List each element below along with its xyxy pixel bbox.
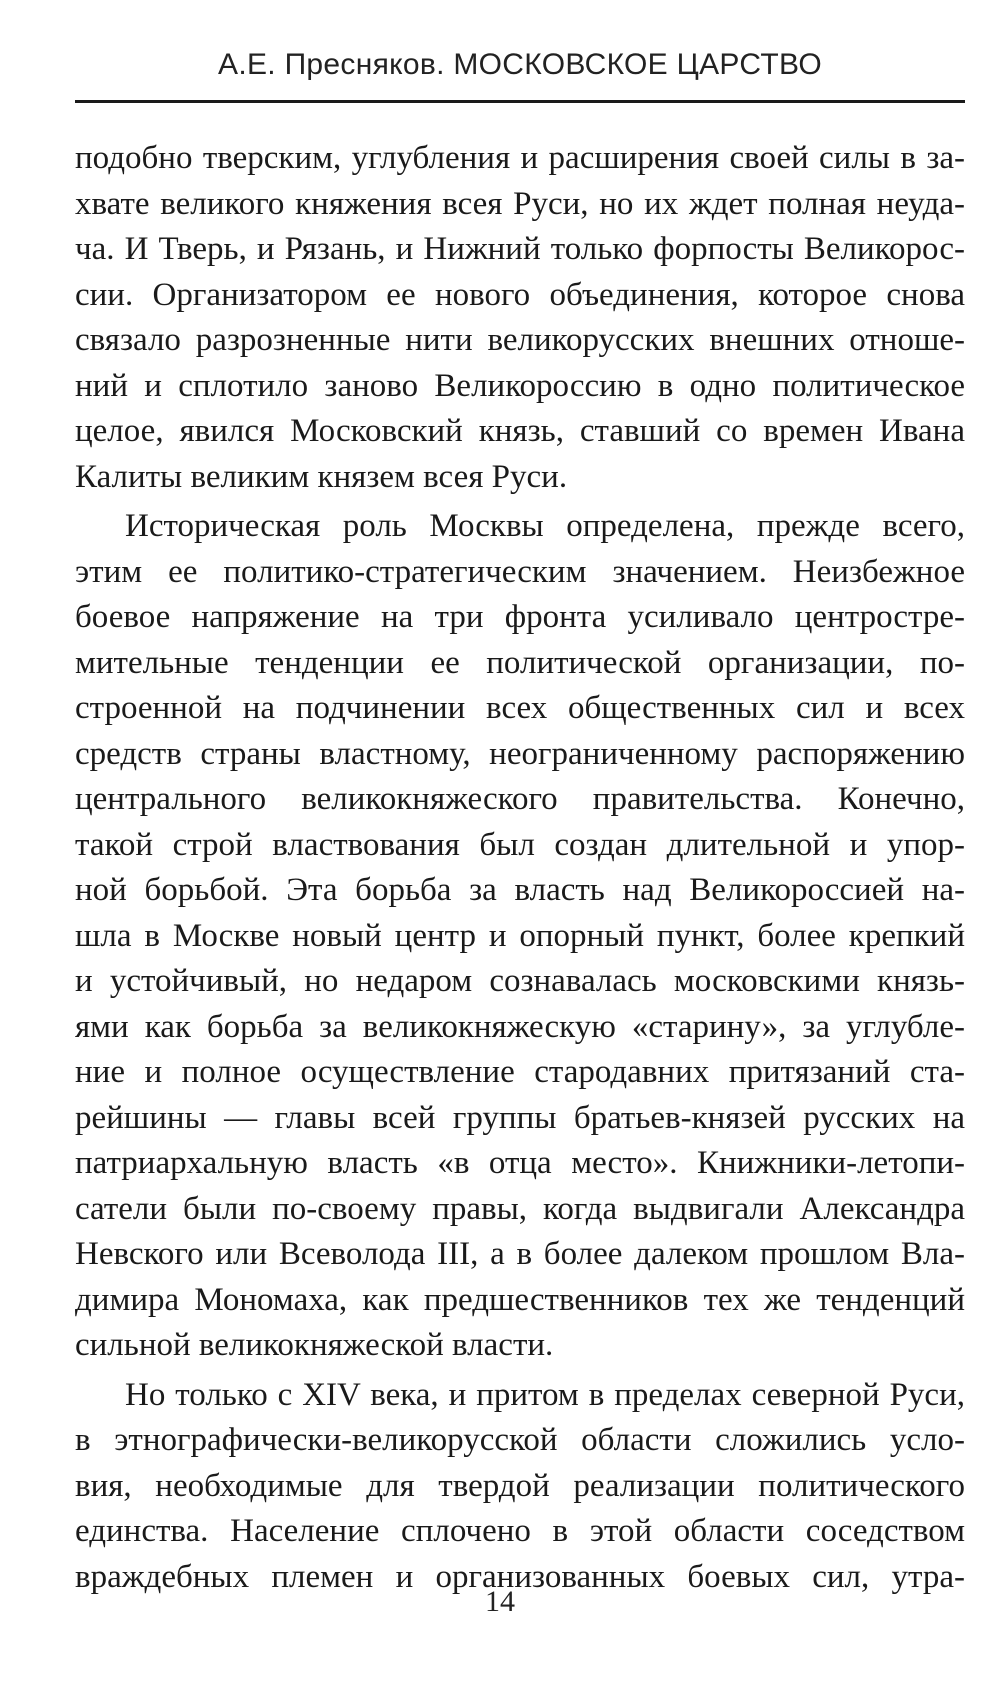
text-line: димира Мономаха, как предшественников тех же тенденций <box>75 1281 965 1318</box>
header-rule <box>75 100 965 103</box>
paragraph-3 <box>75 1373 965 1601</box>
page-number: 14 <box>485 1585 515 1618</box>
text-line: ние и полное осуществление стародавних притязаний ста- <box>75 1054 965 1090</box>
text-line: связало разрозненные нити великорусских внешних отноше- <box>75 322 965 358</box>
text-line: вия, необходимые для твердой реализации политического <box>75 1467 965 1504</box>
text-line: этим ее политико-стратегическим значением. Неизбежное <box>75 553 965 590</box>
text-line: ний и сплотило заново Великороссию в одно политическое <box>75 367 965 404</box>
text-line: хвате великого княжения всея Руси, но их ждет полная неуда- <box>75 185 965 222</box>
text-line: и устойчивый, но недаром сознавалась московскими князь- <box>75 963 965 999</box>
paragraph-1 <box>75 136 965 500</box>
text-line: Но только с XIV века, и притом в пределах северной Руси, <box>125 1376 965 1413</box>
text-line: ями как борьба за великокняжескую «старину», за углубле- <box>75 1008 965 1045</box>
text-line: единства. Население сплочено в этой области соседством <box>75 1513 965 1549</box>
text-line: Калиты великим князем всея Руси. <box>75 458 568 495</box>
text-line: в этнографически-великорусской области сложились усло- <box>75 1422 965 1458</box>
text-line: ча. И Тверь, и Рязань, и Нижний только форпосты Великорос- <box>75 231 965 267</box>
text-line: Невского или Всеволода III, а в более далеком прошлом Вла- <box>75 1236 965 1272</box>
text-line: целое, явился Московский князь, ставший со времен Ивана <box>75 413 965 449</box>
text-line: боевое напряжение на три фронта усиливало центростре- <box>75 599 965 635</box>
text-line: рейшины — главы всей группы братьев-князей русских на <box>75 1099 965 1136</box>
text-line: ной борьбой. Эта борьба за власть над Великороссией на- <box>75 872 965 908</box>
paragraph-2 <box>75 504 965 1369</box>
text-line: центрального великокняжеского правительства. Конечно, <box>75 781 965 817</box>
text-line: Историческая роль Москвы определена, прежде всего, <box>125 508 965 544</box>
text-line: сильной великокняжеской власти. <box>75 1327 554 1363</box>
text-line: сии. Организатором ее нового объединения, которое снова <box>75 276 965 313</box>
text-line: такой строй властвования был создан длительной и упор- <box>75 826 965 863</box>
text-line: сатели были по-своему правы, когда выдвигали Александра <box>75 1190 965 1227</box>
text-line: средств страны властному, неограниченному распоряжению <box>75 735 965 772</box>
text-line: враждебных племен и организованных боевых сил, утра- <box>75 1558 965 1595</box>
text-line: патриархальную власть «в отца место». Книжники-летопи- <box>75 1145 965 1181</box>
body-text <box>75 136 965 1600</box>
text-line: шла в Москве новый центр и опорный пункт, более крепкий <box>75 917 965 954</box>
running-head: А.Е. Пресняков. МОСКОВСКОЕ ЦАРСТВО <box>218 48 822 81</box>
text-line: подобно тверским, углубления и расширения своей силы в за- <box>75 140 965 176</box>
text-line: мительные тенденции ее политической организации, по- <box>75 644 965 681</box>
text-line: строенной на подчинении всех общественных сил и всех <box>75 690 965 726</box>
